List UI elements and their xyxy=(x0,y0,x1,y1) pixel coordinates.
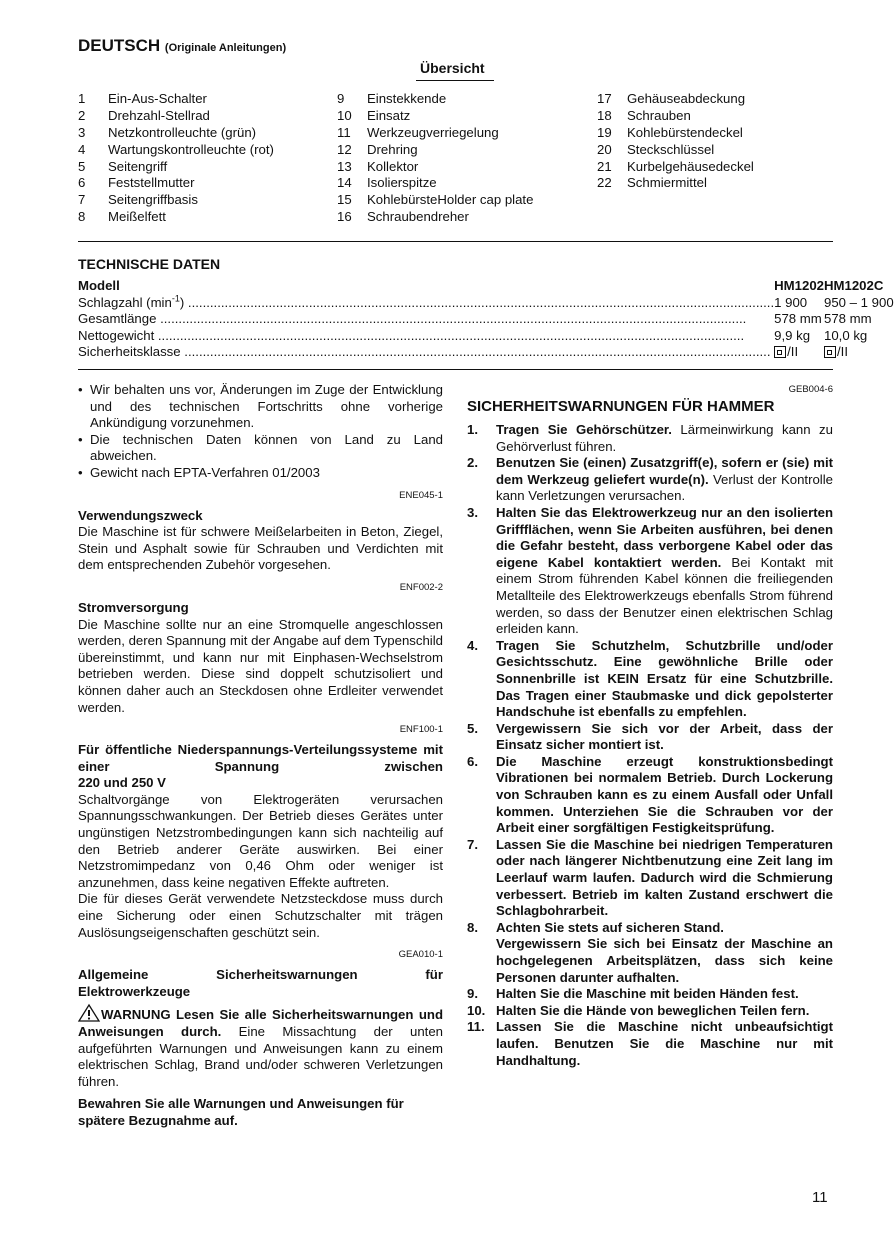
part-number: 20 xyxy=(597,141,612,157)
part-label: Werkzeugverriegelung xyxy=(367,124,499,140)
part-label: Schraubendreher xyxy=(367,209,469,225)
warning-bold-text: Halten Sie die Maschine mit beiden Händen fest. xyxy=(496,986,799,1002)
hammer-warnings-list xyxy=(467,422,833,1069)
tech-value xyxy=(824,328,894,345)
class-ii-icon xyxy=(774,346,786,358)
part-number: 19 xyxy=(597,124,612,140)
part-label: Kurbelgehäusedeckel xyxy=(627,158,754,174)
part-label: Wartungskontrolleuchte (rot) xyxy=(108,141,274,157)
part-number: 15 xyxy=(337,192,352,208)
parts-column-3 xyxy=(597,91,754,192)
part-label: Einstekkende xyxy=(367,91,447,106)
part-number: 2 xyxy=(78,107,86,123)
overview-underline xyxy=(416,80,494,81)
warning-body xyxy=(496,1019,833,1069)
power-title: Stromversorgung xyxy=(78,599,189,615)
language-label: DEUTSCH xyxy=(78,36,161,55)
warning-item xyxy=(467,1019,833,1069)
warning-text: Eine Missachtung der unten aufgeführten Warnungen und Anweisungen kann zu einem elektrischen Schlag, Brand und/oder schweren Verletzungen führen. xyxy=(78,1024,443,1089)
part-item xyxy=(78,209,274,226)
warning-bold-text: Die Maschine erzeugt konstruktionsbedingt Vibrationen bei normalem Betrieb. Durch Lockerung von Schrauben kann es zu einem Ausfall oder Unfall kommen. Unterziehen Sie die Schrauben vor der Arbeit einer sorgfältigen Festigkeitsprüfung. xyxy=(496,753,833,836)
part-label: Netzkontrolleuchte (grün) xyxy=(108,124,257,140)
tech-value-text: 10,0 kg xyxy=(824,327,868,343)
warning-body xyxy=(496,920,833,986)
warning-item xyxy=(467,837,833,920)
warning-body xyxy=(496,638,833,721)
part-number: 6 xyxy=(78,175,86,191)
tech-label-sup: -1 xyxy=(171,293,180,304)
part-label: Feststellmutter xyxy=(108,175,195,191)
leader-dots: ................................................................................................................................................................ xyxy=(184,294,775,310)
hammer-warnings-title: SICHERHEITSWARNUNGEN FÜR HAMMER xyxy=(467,398,775,415)
part-label: Isolierspitze xyxy=(367,175,437,191)
part-number: 21 xyxy=(597,158,612,174)
warning-number: 10. xyxy=(467,1002,486,1018)
warning-body xyxy=(496,422,833,455)
part-item xyxy=(597,108,754,125)
part-item xyxy=(337,142,533,159)
section-code: ENF100-1 xyxy=(399,724,443,736)
part-item xyxy=(78,159,274,176)
part-label: Schmiermittel xyxy=(627,175,707,191)
notes-list xyxy=(78,382,443,482)
part-item xyxy=(597,125,754,142)
tech-label xyxy=(78,311,774,328)
part-item xyxy=(337,159,533,176)
tech-value-text: 1 900 xyxy=(774,294,808,310)
tech-value xyxy=(824,295,894,312)
warning-number: 3. xyxy=(467,504,478,520)
section-code: ENE045-1 xyxy=(399,489,443,501)
part-label: Drehzahl-Stellrad xyxy=(108,107,210,123)
warning-body xyxy=(496,986,833,1003)
model-1: HM1202 xyxy=(774,278,824,293)
overview-title: Übersicht xyxy=(420,60,485,76)
bullet-icon: • xyxy=(78,431,83,447)
note-text: Wir behalten uns vor, Änderungen im Zuge der Entwicklung und des technischen Fortschritts ohne vorherige Ankündigung vorzunehmen. xyxy=(90,382,443,431)
part-item xyxy=(78,108,274,125)
warning-body xyxy=(496,505,833,638)
warning-triangle-icon xyxy=(78,1004,100,1022)
tech-value-text: 578 mm xyxy=(824,311,872,327)
divider xyxy=(78,241,833,242)
warning-bold-text: Lassen Sie die Maschine bei niedrigen Temperaturen oder nach längerer Nichtbenutzung eine Zeit lang im Leerlauf warm laufen. Dadurch wird die Schmierung verbessert. Betrieb im kalten Zustand erschwert die Schlagbohrarbeit. xyxy=(496,836,833,919)
part-number: 13 xyxy=(337,158,352,174)
note-item xyxy=(78,432,443,465)
section-code: GEA010-1 xyxy=(398,949,443,961)
note-text: Die technischen Daten können von Land zu Land abweichen. xyxy=(90,431,443,464)
part-number: 10 xyxy=(337,107,352,123)
leader-dots: ................................................................................................................................................................ xyxy=(180,344,771,360)
part-label: Drehring xyxy=(367,141,418,157)
section-code: ENF002-2 xyxy=(399,581,443,593)
part-number: 4 xyxy=(78,141,86,157)
tech-label-text: Nettogewicht xyxy=(78,327,155,343)
public-text-2: Die für dieses Gerät verwendete Netzsteckdose muss durch eine Sicherung oder einen Schutzschalter mit trägen Auslösungseigenschaften geschützt sein. xyxy=(78,891,443,940)
warning-item xyxy=(467,455,833,505)
warning-number: 4. xyxy=(467,637,478,653)
tech-value xyxy=(774,344,824,361)
tech-label-text: Sicherheitsklasse xyxy=(78,344,181,360)
part-label: Kohlebürstendeckel xyxy=(627,124,743,140)
warning-number: 9. xyxy=(467,986,478,1002)
use-title: Verwendungszweck xyxy=(78,507,203,523)
warning-item xyxy=(467,1003,833,1020)
tech-value-text: 578 mm xyxy=(774,311,822,327)
part-item xyxy=(78,125,274,142)
tech-row xyxy=(78,311,894,328)
part-number: 22 xyxy=(597,175,612,191)
warning-item xyxy=(467,721,833,754)
part-item xyxy=(337,209,533,226)
warning-number: 1. xyxy=(467,422,478,437)
part-label: Einsatz xyxy=(367,107,411,123)
part-number: 16 xyxy=(337,209,352,225)
tech-value-text: /II xyxy=(837,344,848,360)
parts-column-2 xyxy=(337,91,533,226)
warning-item xyxy=(467,505,833,638)
divider xyxy=(78,369,833,370)
warning-bold-text: Vergewissern Sie sich vor der Arbeit, dass der Einsatz sicher montiert ist. xyxy=(496,720,833,753)
tech-label-close: ) xyxy=(179,294,185,310)
warning-bold-text: Tragen Sie Gehörschützer. xyxy=(496,422,672,437)
part-item xyxy=(337,108,533,125)
part-item xyxy=(78,142,274,159)
part-number: 18 xyxy=(597,107,612,123)
warning-bold-text-2: Vergewissern Sie sich bei Einsatz der Maschine an hochgelegenen Arbeitsplätzen, dass sich keine Personen darunter aufhalten. xyxy=(496,936,833,985)
tech-label-text: Gesamtlänge xyxy=(78,311,157,327)
tech-data-table xyxy=(78,278,894,361)
tech-row xyxy=(78,328,894,345)
public-title-line-1: Für öffentliche Niederspannungs-Verteilungssysteme mit einer Spannung zwischen xyxy=(78,742,443,774)
part-item xyxy=(78,91,274,108)
part-label: Kollektor xyxy=(367,158,419,174)
part-item xyxy=(597,91,754,108)
part-item xyxy=(78,175,274,192)
note-item xyxy=(78,382,443,432)
warning-bold: WARNUNG Lesen Sie alle Sicherheitswarnungen und Anweisungen durch. xyxy=(78,1007,443,1039)
model-2: HM1202C xyxy=(824,278,884,293)
part-number: 3 xyxy=(78,124,86,140)
warning-item xyxy=(467,422,833,455)
warning-item xyxy=(467,638,833,721)
part-number: 11 xyxy=(337,124,351,140)
public-text-1: Schaltvorgänge von Elektrogeräten verursachen Spannungsschwankungen. Der Betrieb dieses Gerätes unter ungünstigen Netzstrombedingungen kann sich nachteilig auf den Betrieb anderer Geräte auswirken. Bei einer Netzstromimpedanz von 0,46 Ohm oder weniger ist anzunehmen, dass keine negativen Effekte auftreten. xyxy=(78,791,443,890)
leader-dots: ................................................................................................................................................................ xyxy=(154,327,745,343)
warning-paragraph xyxy=(78,1004,443,1090)
tech-value-text: 9,9 kg xyxy=(774,327,811,343)
bullet-icon: • xyxy=(78,382,83,397)
part-label: Steckschlüssel xyxy=(627,141,715,157)
warning-number: 5. xyxy=(467,720,478,736)
part-label: Meißelfett xyxy=(108,209,166,225)
section-code: GEB004-6 xyxy=(788,384,833,395)
warning-body xyxy=(496,1003,833,1020)
note-text: Gewicht nach EPTA-Verfahren 01/2003 xyxy=(90,464,320,480)
keep-instructions: Bewahren Sie alle Warnungen und Anweisungen für spätere Bezugnahme auf. xyxy=(78,1096,404,1128)
tech-value xyxy=(824,311,894,328)
general-title-line-2: Elektrowerkzeuge xyxy=(78,983,191,999)
part-label: Seitengriffbasis xyxy=(108,192,198,208)
warning-plain-text: Bei Kontakt mit einem Strom führenden Kabel können die freiliegenden Metallteile des Elektrowerkzeugs ebenfalls Strom führend werden, so dass der Benutzer einen elektrischen Schlag erleiden kann. xyxy=(496,554,833,637)
part-label: Schrauben xyxy=(627,107,691,123)
tech-label xyxy=(78,295,774,312)
part-label: Gehäuseabdeckung xyxy=(627,91,746,106)
warning-item xyxy=(467,754,833,837)
left-column xyxy=(78,382,443,1130)
part-item xyxy=(597,159,754,176)
warning-item xyxy=(467,986,833,1003)
part-number: 9 xyxy=(337,91,345,106)
tech-value-text: 950 – 1 900 xyxy=(824,294,894,310)
tech-data-title: TECHNISCHE DATEN xyxy=(78,256,221,272)
note-item xyxy=(78,465,443,482)
part-item xyxy=(597,175,754,192)
tech-value xyxy=(824,344,894,361)
warning-bold-text: Halten Sie die Hände von beweglichen Teilen fern. xyxy=(496,1002,810,1018)
warning-plain-text: Lärmeinwirkung kann zu Gehörverlust führen. xyxy=(496,422,833,454)
warning-number: 8. xyxy=(467,919,478,935)
part-number: 7 xyxy=(78,192,86,208)
part-number: 14 xyxy=(337,175,352,191)
warning-number: 2. xyxy=(467,455,478,471)
part-label: Ein-Aus-Schalter xyxy=(108,91,207,106)
part-item xyxy=(337,91,533,108)
language-note: (Originale Anleitungen) xyxy=(164,42,287,54)
tech-label xyxy=(78,328,774,345)
tech-value xyxy=(774,328,824,345)
leader-dots: ................................................................................................................................................................ xyxy=(156,311,747,327)
tech-header-row xyxy=(78,278,894,295)
part-item xyxy=(597,142,754,159)
part-label: Seitengriff xyxy=(108,158,168,174)
page-number: 11 xyxy=(812,1189,828,1206)
tech-row xyxy=(78,295,894,312)
tech-value-text: /II xyxy=(787,344,799,360)
public-title-line-2: 220 und 250 V xyxy=(78,775,166,791)
warning-body xyxy=(496,837,833,920)
tech-row xyxy=(78,344,894,361)
warning-bold-text: Lassen Sie die Maschine nicht unbeaufsichtigt laufen. Benutzen Sie die Maschine nur mit Handhaltung. xyxy=(496,1019,833,1068)
warning-plain-text: Verlust der Kontrolle kann Verletzungen verursachen. xyxy=(496,471,833,504)
right-column xyxy=(467,382,833,1069)
general-title-line-1: Allgemeine Sicherheitswarnungen für xyxy=(78,967,443,983)
bullet-icon: • xyxy=(78,464,83,480)
power-text: Die Maschine sollte nur an eine Stromquelle angeschlossen werden, deren Spannung mit der Angabe auf dem Typenschild übereinstimmt, und kann nur mit Einphasen-Wechselstrom betrieben werden. Diese sind doppelt schutzisoliert und können daher auch an Steckdosen ohne Erdleiter verwendet werden. xyxy=(78,616,443,715)
part-number: 8 xyxy=(78,209,86,225)
warning-item xyxy=(467,920,833,986)
part-number: 1 xyxy=(78,91,86,106)
warning-body xyxy=(496,721,833,754)
part-number: 17 xyxy=(597,91,612,106)
part-label: KohlebürsteHolder cap plate xyxy=(367,192,534,208)
tech-label-text: Schlagzahl (min xyxy=(78,294,172,310)
part-item xyxy=(337,192,533,209)
warning-bold-text: Halten Sie das Elektrowerkzeug nur an den isolierten Griffflächen, wenn Sie Arbeiten ausführen, bei denen die Gefahr besteht, dass verborgene Kabel oder das eigene Kabel kontaktiert werden. xyxy=(496,504,833,570)
part-item xyxy=(337,125,533,142)
model-label: Modell xyxy=(78,278,120,293)
parts-column-1 xyxy=(78,91,274,226)
warning-body xyxy=(496,754,833,837)
part-number: 5 xyxy=(78,158,86,174)
tech-value xyxy=(774,311,824,328)
part-number: 12 xyxy=(337,141,352,157)
warning-bold-text: Achten Sie stets auf sicheren Stand. xyxy=(496,919,724,935)
language-heading xyxy=(78,38,286,57)
part-item xyxy=(337,175,533,192)
warning-number: 7. xyxy=(467,836,478,852)
warning-bold-text: Tragen Sie Schutzhelm, Schutzbrille und/oder Gesichtsschutz. Eine gewöhnliche Brille oder Sonnenbrille ist KEIN Ersatz für eine Schutzbrille. Das Tragen einer Staubmaske und dick gepolsterter Handschuhe ist ebenfalls zu empfehlen. xyxy=(496,637,833,720)
warning-number: 11. xyxy=(467,1019,485,1035)
class-ii-icon xyxy=(824,346,836,358)
tech-value xyxy=(774,295,824,312)
warning-bold-text: Benutzen Sie (einen) Zusatzgriff(e), sofern er (sie) mit dem Werkzeug geliefert wurde(n). xyxy=(496,455,833,487)
warning-number: 6. xyxy=(467,753,478,769)
tech-label xyxy=(78,344,774,361)
part-item xyxy=(78,192,274,209)
warning-body xyxy=(496,455,833,505)
use-text: Die Maschine ist für schwere Meißelarbeiten in Beton, Ziegel, Stein und Asphalt sowie für Schrauben und Verdichten mit dem entsprechenden Zubehör vorgesehen. xyxy=(78,524,443,573)
